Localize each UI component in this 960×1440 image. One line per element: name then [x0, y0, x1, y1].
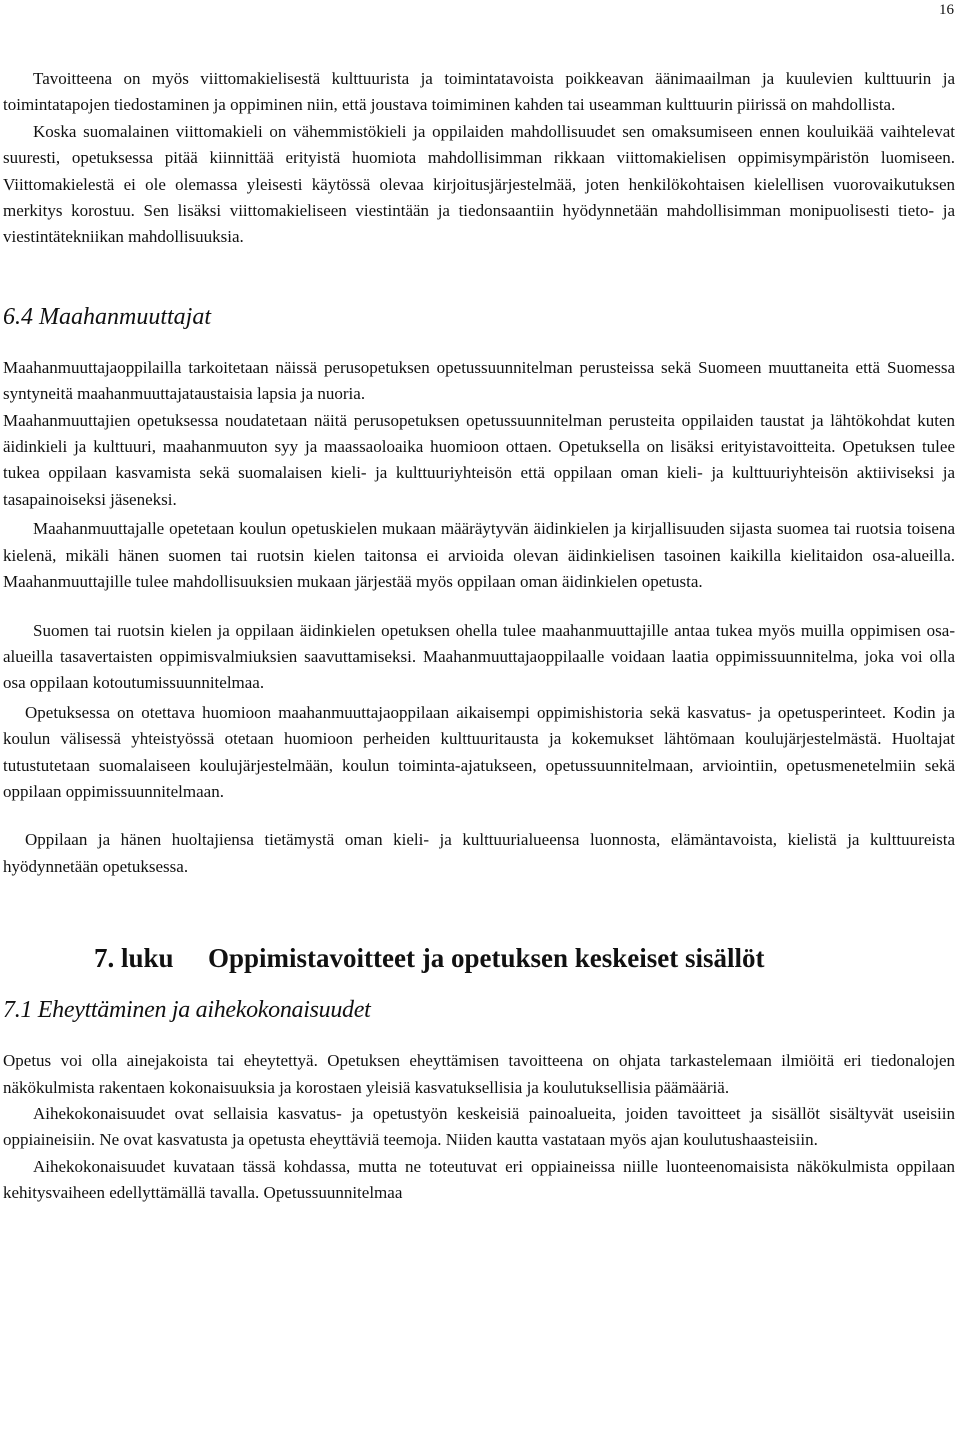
chapter-heading-7	[94, 942, 955, 974]
paragraph-cross-curricular-themes: Aihekokonaisuudet ovat sellaisia kasvatus- ja opetustyön keskeisiä painoalueita, joiden tavoitteet ja sisällöt sisältyvät useisiin oppiaineisiin. Ne ovat kasvatusta ja opetusta eheyttäviä teemoja. Niiden kautta vastataan myös ajan koulutushaasteisiin.	[3, 1103, 955, 1150]
paragraph-guardians-knowledge: Oppilaan ja hänen huoltajiensa tietämystä oman kieli- ja kulttuurialueensa luonnosta, elämäntavoista, kielistä ja kulttuureista hyödynnetään opetuksessa.	[3, 830, 955, 876]
paragraph-integration: Opetus voi olla ainejakoista tai eheytettyä. Opetuksen eheyttämisen tavoitteena on ohjata tarkastelemaan ilmiöitä eri tiedonalojen näkökulmista rakentaen kokonaisuuksia ja korostaen yleisiä kasvatuksellisia ja koulutuksellisia päämääriä.	[3, 1051, 955, 1097]
chapter-title: Oppimistavoitteet ja opetuksen keskeiset sisällöt	[208, 943, 765, 974]
document-body	[3, 66, 955, 1207]
paragraph-themes-described: Aihekokonaisuudet kuvataan tässä kohdassa, mutta ne toteutuvat eri oppiaineissa niille luonteenomaisista näkökulmista oppilaan kehitysvaiheen edellyttämällä tavalla. Opetussuunnitelmaa	[3, 1156, 955, 1203]
page-number: 16	[939, 2, 954, 18]
paragraph-support: Suomen tai ruotsin kielen ja oppilaan äidinkielen opetuksen ohella tulee maahanmuuttajille antaa tukea myös muilla oppimisen osa-alueilla tasavertaisten oppimisvalmiuksien saavuttamiseksi. Maahanmuuttajaoppilaalle voidaan laatia oppimissuunnitelma, joka voi olla osa oppilaan kotoutumissuunnitelmaa.	[3, 620, 955, 693]
paragraph-sign-language-environment: Koska suomalainen viittomakieli on vähemmistökieli ja oppilaiden mahdollisuudet sen omaksumiseen ennen kouluikää vaihtelevat suuresti, opetuksessa pitää kiinnittää erityistä huomiota mahdollisimman rikkaan viittomakielisen oppimisympäristön luomiseen. Viittomakielestä ei ole olemassa yleisesti käytössä olevaa kirjoitusjärjestelmää, joten henkilökohtaisen kielellisen vuorovaikutuksen merkitys korostuu. Sen lisäksi viittomakieliseen viestintään ja tiedonsaantiin hyödynnetään mahdollisimman monipuolisesti tieto- ja viestintätekniikan mahdollisuuksia.	[3, 121, 955, 247]
paragraph-immigrant-definition: Maahanmuuttajaoppilailla tarkoitetaan näissä perusopetuksen opetussuunnitelman perusteissa sekä Suomeen muuttaneita että Suomessa syntyneitä maahanmuuttajataustaisia lapsia ja nuoria.	[3, 357, 955, 404]
paragraph-immigrant-teaching: Maahanmuuttajien opetuksessa noudatetaan näitä perusopetuksen opetussuunnitelman perusteita oppilaiden taustat ja lähtökohdat kuten äidinkieli ja kulttuuri, maahanmuuton syy ja maassaoloaika huomioon ottaen. Opetuksella on lisäksi erityistavoitteita. Opetuksen tulee tukea oppilaan kasvamista sekä suomalaisen kieli- ja kulttuuriyhteisön että oppilaan oman kieli- ja kulttuuriyhteisön aktiiviseksi ja tasapainoiseksi jäseneksi.	[3, 410, 955, 509]
paragraph-learning-history: Opetuksessa on otettava huomioon maahanmuuttajaoppilaan aikaisempi oppimishistoria sekä kasvatus- ja opetusperinteet. Kodin ja koulun välisessä yhteistyössä otetaan huomioon perheiden kulttuuritausta ja kokemukset lähtömaan koulujärjestelmästä. Huoltajat tutustutetaan suomalaiseen koulujärjestelmään, koulun toiminta-ajatukseen, opetussuunnitelmaan, arviointiin, opetusmenetelmiin sekä oppilaan oppimissuunnitelmaan.	[3, 702, 955, 801]
section-heading-7-1: 7.1 Eheyttäminen ja aihekokonaisuudet	[3, 997, 371, 1024]
paragraph-sign-language-cultures: Tavoitteena on myös viittomakielisestä kulttuurista ja toimintatavoista poikkeavan äänimaailman ja kuulevien kulttuurin ja toimintatapojen tiedostaminen ja oppiminen niin, että joustava toimiminen kahden tai useamman kulttuurin piirissä on mahdollista.	[3, 69, 955, 115]
section-heading-6-4: 6.4 Maahanmuuttajat	[3, 303, 211, 330]
paragraph-second-language: Maahanmuuttajalle opetetaan koulun opetuskielen mukaan määräytyvän äidinkielen ja kirjallisuuden sijasta suomea tai ruotsia toisena kielenä, mikäli hänen suomen tai ruotsin kielen taitonsa ei arvioida olevan äidinkielisen tasoinen kaikilla kielitaidon osa-alueilla. Maahanmuuttajille tulee mahdollisuuksien mukaan järjestää myös oppilaan oman äidinkielen opetusta.	[3, 519, 955, 592]
chapter-number: 7. luku	[94, 943, 174, 974]
